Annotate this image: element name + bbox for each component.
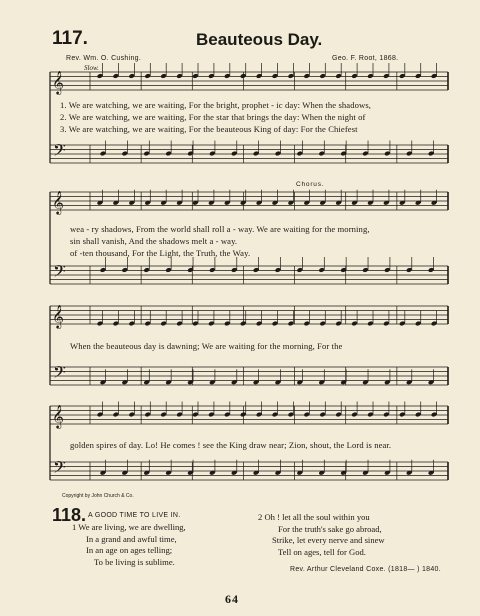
stanza-1-line: 1 We are living, we are dwelling, — [72, 522, 186, 532]
system-3-bass-clef: 𝄢 — [53, 362, 66, 386]
author-credit: Rev. Wm. O. Cushing. — [66, 55, 142, 62]
verse-3-line-2: of -ten thousand, For the Light, the Truth, the Way. — [70, 248, 251, 258]
stanza-1-line: In a grand and awful time, — [86, 533, 177, 544]
stanza-2 — [258, 512, 385, 558]
chorus-line-2: golden spires of day. Lo! He comes ! see the King draw near; Zion, shout, the Lord is near. — [70, 440, 392, 450]
stanza-2-line: For the truth's sake go abroad, — [278, 523, 382, 534]
verse-1-line-1: 1. We are watching, we are waiting, For the bright, prophet - ic day: When the shadows, — [60, 100, 372, 110]
verse-3-line-1: 3. We are watching, we are waiting, For the beauteous King of day: For the Chiefest — [60, 124, 358, 134]
stanza-1-line: To be living is sublime. — [94, 556, 175, 567]
chorus-label: Chorus. — [296, 181, 325, 188]
hymn-118-heading: A GOOD TIME TO LIVE IN. — [88, 512, 181, 519]
hymn-title: Beauteous Day. — [196, 30, 323, 49]
stanza-2-line: 2 Oh ! let all the soul within you — [258, 512, 370, 522]
stanza-1-line: In an age on ages telling; — [86, 545, 173, 556]
composer-credit: Geo. F. Root, 1868. — [332, 55, 399, 62]
verse-2-line-1: 2. We are watching, we are waiting, For the star that brings the day: When the night of — [60, 112, 366, 122]
copyright-notice: Copyright by John Church & Co. — [62, 493, 134, 499]
verse-2-line-2: sin shall vanish, And the shadows melt a - way. — [70, 236, 238, 246]
hymn-number-118: 118. — [52, 505, 87, 525]
hymn-number-117: 117. — [52, 28, 88, 49]
stanza-2-line: Strike, let every nerve and sinew — [272, 535, 385, 546]
system-2-bass-clef: 𝄢 — [53, 261, 66, 285]
system-2-treble-clef: 𝄞 — [52, 190, 64, 214]
hymn-118-attribution: Rev. Arthur Cleveland Coxe. (1818— ) 1840. — [290, 566, 441, 573]
chorus-line-1: When the beauteous day is dawning; We are waiting for the morning, For the — [70, 341, 343, 351]
stanza-1 — [72, 522, 186, 568]
system-1-treble-clef: 𝄞 — [52, 70, 64, 94]
system-1-bass-clef: 𝄢 — [53, 140, 66, 164]
system-3-treble-clef: 𝄞 — [52, 304, 64, 328]
page-number: 64 — [225, 592, 239, 606]
stanza-2-line: Tell on ages, tell for God. — [278, 546, 366, 557]
system-4-treble-clef: 𝄞 — [52, 404, 64, 428]
system-4-bass-clef: 𝄢 — [53, 457, 66, 481]
tempo-marking: Slow. — [84, 64, 99, 72]
verse-1-line-2: wea - ry shadows, From the world shall roll a - way. We are waiting for the morning, — [70, 224, 370, 234]
